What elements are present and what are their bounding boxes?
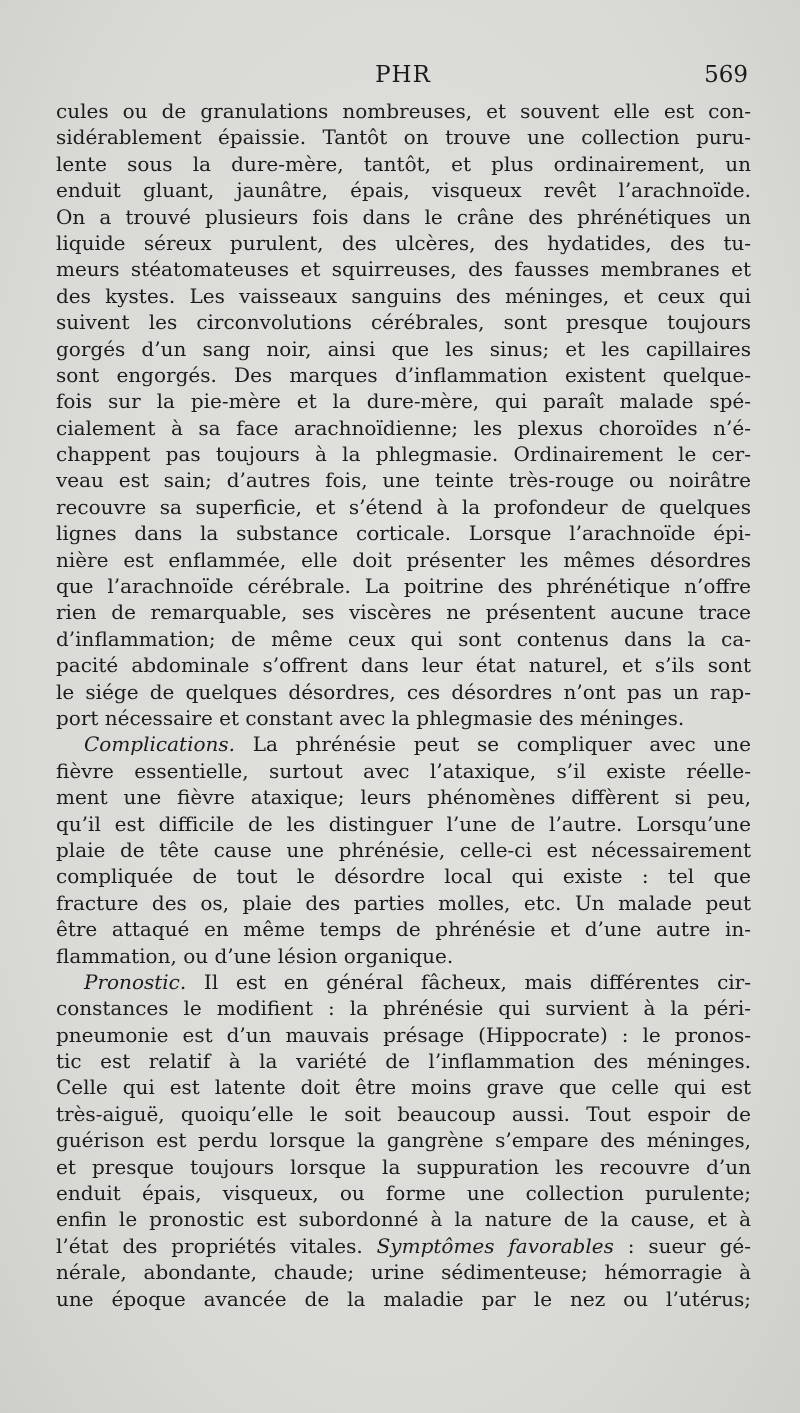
text-line: sont engorgés. Des marques d’inflammation existent quelque-: [56, 362, 751, 387]
text-line: enduit épais, visqueux, ou forme une collection purulente;: [56, 1181, 751, 1206]
text-line: guérison est perdu lorsque la gangrène s’empare des méninges,: [56, 1128, 751, 1153]
page-number: 569: [704, 62, 748, 88]
text-line: enduit gluant, jaunâtre, épais, visqueux revêt l’arachnoïde.: [56, 178, 751, 203]
text-line: chappent pas toujours à la phlegmasie. Ordinairement le cer-: [56, 442, 751, 467]
text-line: compliquée de tout le désordre local qui existe : tel que: [56, 864, 751, 889]
text-line: Pronostic. Il est en général fâcheux, mais différentes cir-: [84, 969, 751, 994]
text-line: pneumonie est d’un mauvais présage (Hippocrate) : le pronos-: [56, 1022, 751, 1047]
text-line: nérale, abondante, chaude; urine sédimenteuse; hémorragie à: [56, 1260, 751, 1285]
text-line: Complications. La phrénésie peut se compliquer avec une: [84, 732, 751, 757]
text-line: l’état des propriétés vitales. Symptômes favorables : sueur gé-: [56, 1233, 751, 1258]
text-line: sidérablement épaissie. Tantôt on trouve une collection puru-: [56, 125, 751, 150]
italic-heading: Pronostic.: [84, 969, 187, 994]
text-line: d’inflammation; de même ceux qui sont contenus dans la ca-: [56, 626, 751, 651]
text-line: lente sous la dure-mère, tantôt, et plus ordinairement, un: [56, 151, 751, 176]
italic-heading: Complications.: [84, 732, 236, 757]
text-line: constances le modifient : la phrénésie qui survient à la péri-: [56, 996, 751, 1021]
text-line: tic est relatif à la variété de l’inflammation des méninges.: [56, 1049, 751, 1074]
text-line: lignes dans la substance corticale. Lorsque l’arachnoïde épi-: [56, 521, 751, 546]
text-line: port nécessaire et constant avec la phlegmasie des méninges.: [56, 705, 685, 730]
running-head: PHR: [375, 62, 431, 88]
text-line: suivent les circonvolutions cérébrales, sont presque toujours: [56, 310, 751, 335]
text-line: recouvre sa superficie, et s’étend à la profondeur de quelques: [56, 494, 751, 519]
text-line: Celle qui est latente doit être moins grave que celle qui est: [56, 1075, 751, 1100]
text-line: plaie de tête cause une phrénésie, celle-ci est nécessairement: [56, 837, 751, 862]
text-line: et presque toujours lorsque la suppuration les recouvre d’un: [56, 1154, 751, 1179]
text-line: pacité abdominale s’offrent dans leur état naturel, et s’ils sont: [56, 653, 751, 678]
text-line: le siége de quelques désordres, ces désordres n’ont pas un rap-: [56, 679, 751, 704]
text-line: meurs stéatomateuses et squirreuses, des fausses membranes et: [56, 257, 751, 282]
text-line: être attaqué en même temps de phrénésie et d’une autre in-: [56, 917, 751, 942]
text-line: enfin le pronostic est subordonné à la nature de la cause, et à: [56, 1207, 751, 1232]
text-line: veau est sain; d’autres fois, une teinte très-rouge ou noirâtre: [56, 468, 751, 493]
text-line: nière est enflammée, elle doit présenter les mêmes désordres: [56, 547, 751, 572]
text-line: gorgés d’un sang noir, ainsi que les sinus; et les capillaires: [56, 336, 751, 361]
text-line: fois sur la pie-mère et la dure-mère, qui paraît malade spé-: [56, 389, 751, 414]
text-line: une époque avancée de la maladie par le nez ou l’utérus;: [56, 1286, 751, 1311]
text-line: liquide séreux purulent, des ulcères, des hydatides, des tu-: [56, 230, 751, 255]
text-line: flammation, ou d’une lésion organique.: [56, 943, 454, 968]
text-line: que l’arachnoïde cérébrale. La poitrine des phrénétique n’offre: [56, 574, 751, 599]
text-line: des kystes. Les vaisseaux sanguins des méninges, et ceux qui: [56, 283, 751, 308]
text-line: On a trouvé plusieurs fois dans le crâne des phrénétiques un: [56, 204, 751, 229]
text-line: cules ou de granulations nombreuses, et souvent elle est con-: [56, 99, 751, 123]
text-line: ment une fièvre ataxique; leurs phénomènes diffèrent si peu,: [56, 785, 751, 810]
text-line: qu’il est difficile de les distinguer l’une de l’autre. Lorsqu’une: [56, 811, 751, 836]
text-line: fièvre essentielle, surtout avec l’ataxique, s’il existe réelle-: [56, 758, 751, 783]
text-line: cialement à sa face arachnoïdienne; les plexus choroïdes n’é-: [56, 415, 751, 440]
page-header: [58, 62, 748, 96]
body-text: [56, 98, 751, 1312]
text-line: fracture des os, plaie des parties molles, etc. Un malade peut: [56, 890, 751, 915]
italic-heading: Symptômes favorables: [376, 1233, 614, 1258]
text-line: rien de remarquable, ses viscères ne présentent aucune trace: [56, 600, 751, 625]
text-line: très-aiguë, quoiqu’elle le soit beaucoup aussi. Tout espoir de: [56, 1101, 751, 1126]
